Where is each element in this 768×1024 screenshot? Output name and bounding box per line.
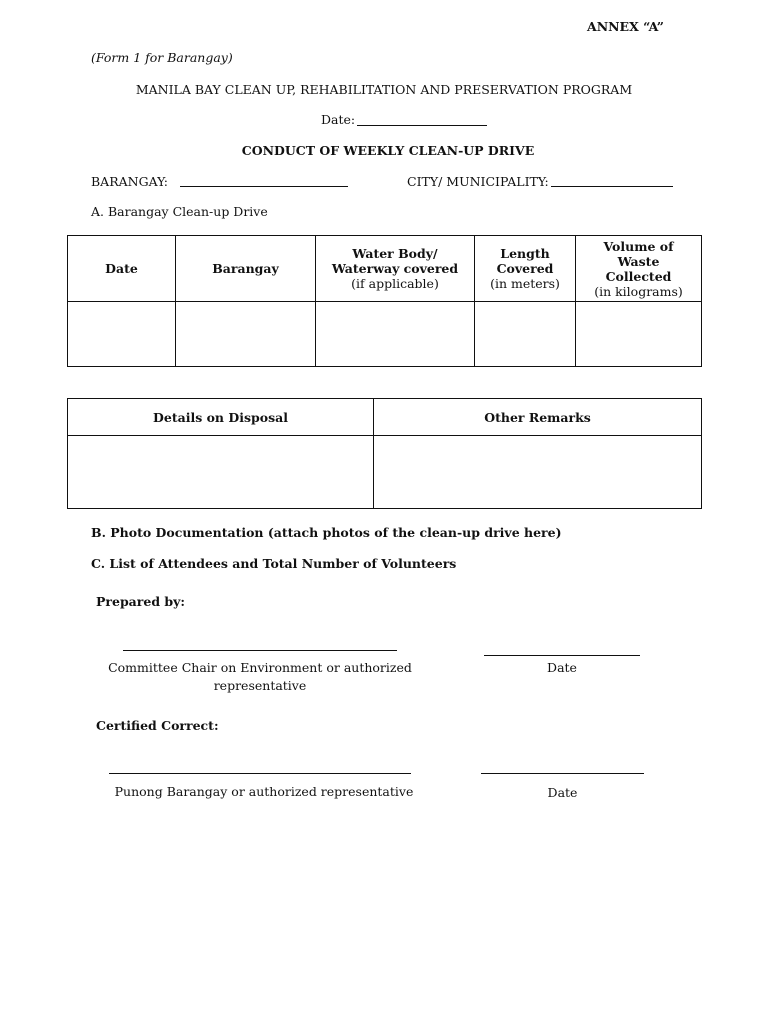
cleanup-drive-table <box>67 235 702 367</box>
form-label: (Form 1 for Barangay) <box>91 50 233 65</box>
disposal-header-row <box>68 399 702 436</box>
barangay-field[interactable] <box>180 186 348 187</box>
cell-other-remarks[interactable] <box>374 436 702 509</box>
prepared-date-label: Date <box>547 660 577 675</box>
date-label: Date: <box>321 112 356 127</box>
cell-water-body[interactable] <box>316 302 475 367</box>
col-water-body-header: Water Body/ Waterway covered (if applicable) <box>316 236 475 302</box>
col-barangay-header: Barangay <box>176 236 316 302</box>
other-remarks-header: Other Remarks <box>374 399 702 436</box>
date-field[interactable] <box>357 125 487 126</box>
prepared-signature-line[interactable] <box>123 650 397 651</box>
annex-label: ANNEX “A” <box>587 19 665 34</box>
disposal-table <box>67 398 702 509</box>
details-on-disposal-header: Details on Disposal <box>68 399 374 436</box>
prepared-by-label: Prepared by: <box>96 594 186 609</box>
col-volume-header: Volume of Waste Collected (in kilograms) <box>576 236 702 302</box>
certified-signature-line[interactable] <box>109 773 411 774</box>
section-c-label: C. List of Attendees and Total Number of Volunteers <box>91 556 457 571</box>
section-a-label <box>91 204 268 219</box>
col-date-header: Date <box>68 236 176 302</box>
col-length-sub: (in meters) <box>490 276 560 291</box>
cell-volume[interactable] <box>576 302 702 367</box>
certified-correct-label: Certified Correct: <box>96 718 219 733</box>
city-label: CITY/ MUNICIPALITY: <box>407 174 549 189</box>
disposal-row <box>68 436 702 509</box>
cell-date[interactable] <box>68 302 176 367</box>
cell-details-on-disposal[interactable] <box>68 436 374 509</box>
prepared-signatory-line2: representative <box>213 678 307 693</box>
col-water-body-sub: (if applicable) <box>351 276 439 291</box>
city-field[interactable] <box>551 186 673 187</box>
program-title: MANILA BAY CLEAN UP, REHABILITATION AND PRESERVATION PROGRAM <box>135 82 633 97</box>
cell-length[interactable] <box>475 302 576 367</box>
certified-date-line[interactable] <box>481 773 644 774</box>
section-a-text: A. Barangay Clean-up Drive <box>91 204 268 219</box>
col-length-header: Length Covered (in meters) <box>475 236 576 302</box>
form-title: CONDUCT OF WEEKLY CLEAN-UP DRIVE <box>241 143 535 158</box>
section-b-label: B. Photo Documentation (attach photos of the clean-up drive here) <box>91 525 562 540</box>
prepared-signatory-line1: Committee Chair on Environment or authorized <box>108 660 412 675</box>
col-volume-sub: (in kilograms) <box>594 283 683 299</box>
cleanup-table-header-row <box>68 236 702 302</box>
cell-barangay[interactable] <box>176 302 316 367</box>
barangay-label: BARANGAY: <box>91 174 169 189</box>
prepared-date-line[interactable] <box>484 655 640 656</box>
cleanup-table-row <box>68 302 702 367</box>
certified-signatory: Punong Barangay or authorized representative <box>114 784 414 799</box>
certified-date-label: Date <box>547 785 578 800</box>
